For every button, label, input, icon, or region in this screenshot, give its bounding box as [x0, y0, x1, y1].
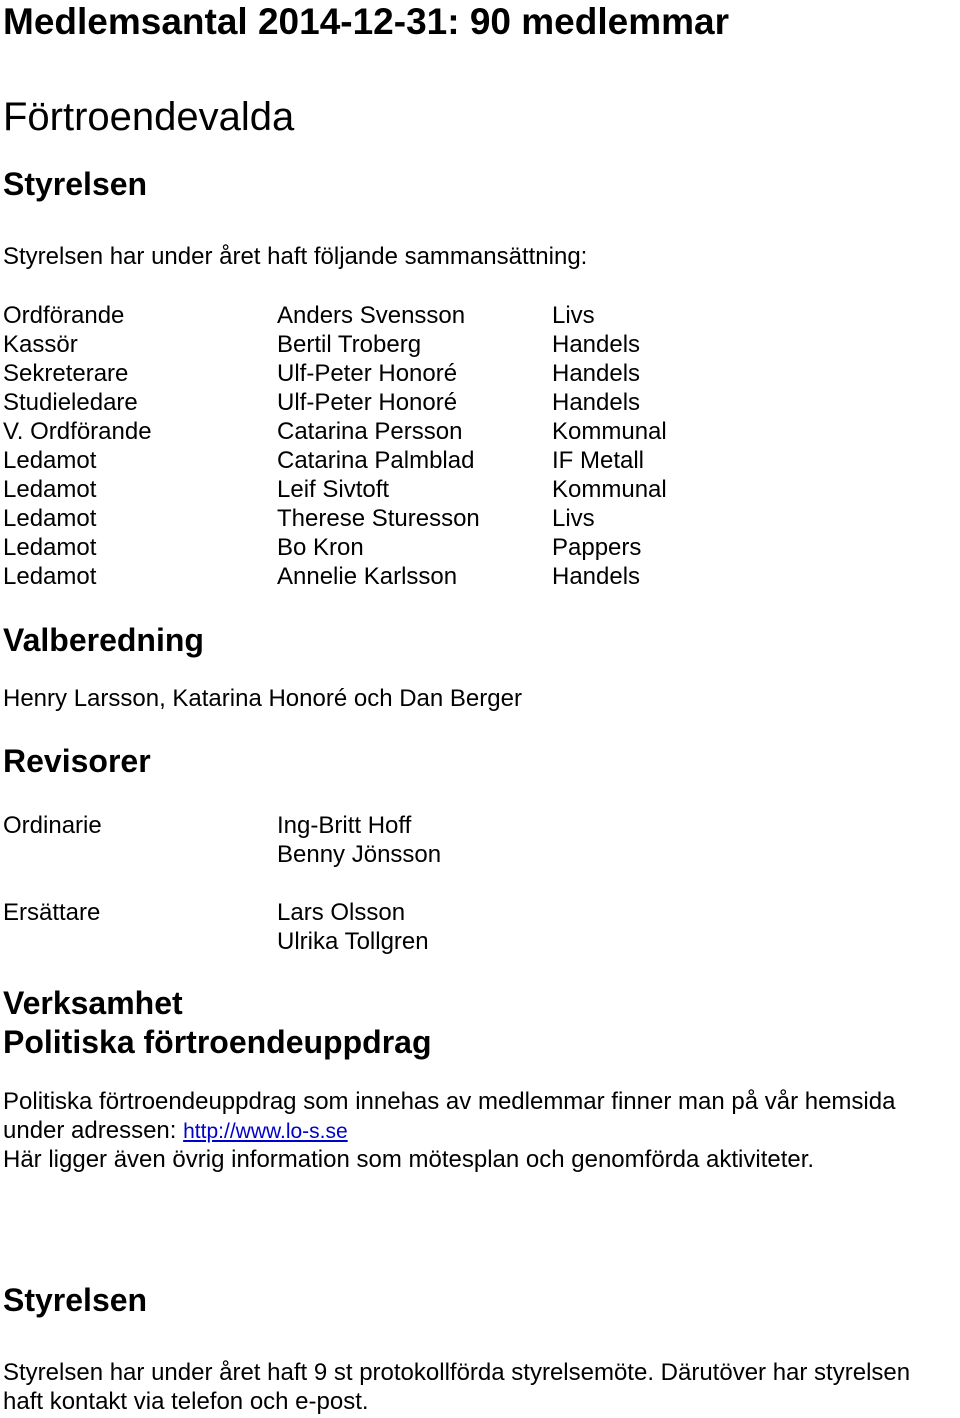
officers-heading: Förtroendevalda [3, 95, 295, 139]
board-name: Therese Sturesson [277, 505, 480, 532]
auditor-name: Ing-Britt Hoff [277, 812, 412, 839]
board-name: Catarina Persson [277, 418, 463, 445]
board-name: Catarina Palmblad [277, 447, 475, 474]
website-link[interactable]: http://www.lo-s.se [183, 1120, 348, 1143]
auditor-name: Ulrika Tollgren [277, 928, 429, 955]
board-meetings-line1: Styrelsen har under året haft 9 st protokollförda styrelsemöte. Därutöver har styrelsen [3, 1359, 911, 1386]
board-union: Handels [552, 563, 641, 590]
board-role: V. Ordförande [3, 418, 152, 445]
political-assignments-heading: Politiska förtroendeuppdrag [3, 1024, 432, 1060]
membership-heading: Medlemsantal 2014-12-31: 90 medlemmar [3, 1, 729, 42]
board-union: Kommunal [552, 476, 667, 503]
board-name: Leif Sivtoft [277, 476, 390, 503]
board-name: Ulf-Peter Honoré [277, 360, 458, 387]
board-name: Bo Kron [277, 534, 364, 561]
nomination-text: Henry Larsson, Katarina Honoré och Dan Berger [3, 685, 522, 712]
board-union: Pappers [552, 534, 642, 561]
board-meetings-line2: haft kontakt via telefon och e-post. [3, 1388, 369, 1415]
board-role: Ledamot [3, 534, 97, 561]
board-name: Annelie Karlsson [277, 563, 458, 590]
board-union: Handels [552, 389, 641, 416]
activity-text-line1: Politiska förtroendeuppdrag som innehas av medlemmar finner man på vår hemsida [3, 1088, 896, 1115]
auditor-name: Lars Olsson [277, 899, 406, 926]
board-union: Handels [552, 360, 641, 387]
auditor-name: Benny Jönsson [277, 841, 442, 868]
activity-text-line3: Här ligger även övrig information som mötesplan och genomförda aktiviteter. [3, 1146, 815, 1173]
activity-heading: Verksamhet [3, 985, 183, 1021]
board-role: Ordförande [3, 302, 125, 329]
board-role: Studieledare [3, 389, 138, 416]
activity-text-line2 [3, 1119, 348, 1143]
board-intro: Styrelsen har under året haft följande sammansättning: [3, 243, 588, 270]
nomination-heading: Valberedning [3, 622, 204, 658]
board-role: Sekreterare [3, 360, 129, 387]
board-union: Livs [552, 302, 595, 329]
board-role: Kassör [3, 331, 78, 358]
board-union: IF Metall [552, 447, 645, 474]
board-union: Handels [552, 331, 641, 358]
board-union: Livs [552, 505, 595, 532]
board-role: Ledamot [3, 476, 97, 503]
board-meetings-heading: Styrelsen [3, 1282, 148, 1318]
board-union: Kommunal [552, 418, 667, 445]
board-name: Anders Svensson [277, 302, 466, 329]
board-role: Ledamot [3, 563, 97, 590]
board-role: Ledamot [3, 505, 97, 532]
auditors-substitute-label: Ersättare [3, 899, 101, 926]
activity-address-label: under adressen: [3, 1117, 184, 1144]
auditors-heading: Revisorer [3, 743, 151, 779]
board-heading: Styrelsen [3, 166, 148, 202]
board-name: Ulf-Peter Honoré [277, 389, 458, 416]
board-role: Ledamot [3, 447, 97, 474]
board-name: Bertil Troberg [277, 331, 422, 358]
auditors-ordinary-label: Ordinarie [3, 812, 102, 839]
